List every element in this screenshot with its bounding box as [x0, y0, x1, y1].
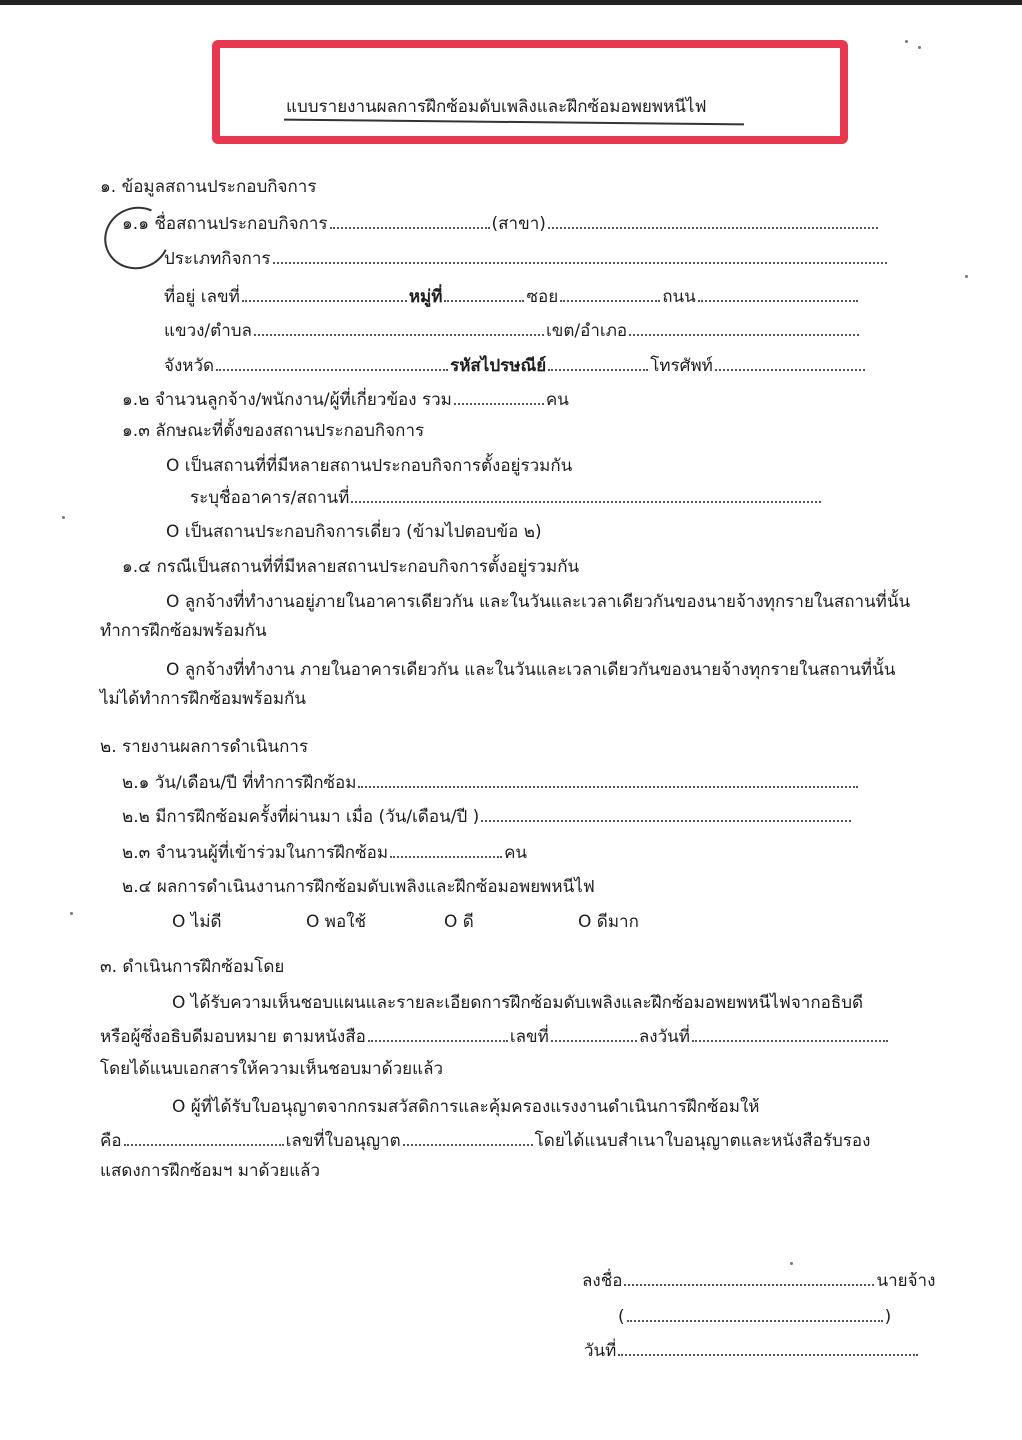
scan-speck: [905, 40, 908, 43]
field-business-name: ๑.๑ ชื่อสถานประกอบกิจการ (สาขา): [122, 213, 880, 235]
province-blank[interactable]: [216, 355, 448, 371]
s14-option2-cont: ไม่ได้ทำการฝึกซ้อมพร้อมกัน: [100, 689, 306, 709]
s3-option1-cont: โดยได้แนบเอกสารให้ความเห็นชอบมาด้วยแล้ว: [100, 1059, 444, 1079]
signature-date-blank[interactable]: [618, 1340, 918, 1356]
s14-option2[interactable]: O ลูกจ้างที่ทำงาน ภายในอาคารเดียวกัน และในวันและเวลาเดียวกันของนายจ้างทุกรายในสถานที่นั้น: [166, 660, 896, 680]
s13-heading: ๑.๓ ลักษณะที่ตั้งของสถานประกอบกิจการ: [122, 421, 425, 441]
s3-option2-license: คือ เลขที่ใบอนุญาต โดยได้แนบสำเนาใบอนุญาตและหนังสือรับรอง: [100, 1131, 871, 1151]
participants-blank[interactable]: [390, 842, 502, 858]
field-employee-count: ๑.๒ จำนวนลูกจ้าง/พนักงาน/ผู้ที่เกี่ยวข้อง รวม คน: [122, 390, 569, 410]
letter-date-blank[interactable]: [692, 1026, 888, 1042]
subdistrict-blank[interactable]: [254, 320, 544, 336]
s3-option2-cont: แสดงการฝึกซ้อมฯ มาด้วยแล้ว: [100, 1161, 321, 1181]
field-business-type: ประเภทกิจการ: [164, 248, 889, 270]
rating-fair[interactable]: O พอใช้: [306, 912, 367, 932]
form-title: แบบรายงานผลการฝึกซ้อมดับเพลิงและฝึกซ้อมอพยพหนีไฟ: [286, 97, 707, 117]
moo-blank[interactable]: [444, 286, 524, 302]
license-number-blank[interactable]: [403, 1130, 533, 1146]
previous-drill-blank[interactable]: [481, 806, 851, 822]
business-type-blank[interactable]: [273, 248, 887, 264]
s14-option1[interactable]: O ลูกจ้างที่ทำงานอยู่ภายในอาคารเดียวกัน และในวันและเวลาเดียวกันของนายจ้างทุกรายในสถานที่นั้น: [166, 592, 911, 612]
rating-good[interactable]: O ดี: [444, 912, 474, 932]
letter-no-blank[interactable]: [368, 1026, 508, 1042]
s24-heading: ๒.๔ ผลการดำเนินงานการฝึกซ้อมดับเพลิงและฝึกซ้อมอพยพหนีไฟ: [122, 877, 595, 897]
field-province: จังหวัด รหัสไปรษณีย์ โทรศัพท์: [164, 355, 867, 377]
s13-option-multi[interactable]: O เป็นสถานที่ที่มีหลายสถานประกอบกิจการตั้งอยู่รวมกัน: [166, 456, 573, 476]
scan-speck: [70, 912, 73, 915]
s14-heading: ๑.๔ กรณีเป็นสถานที่ที่มีหลายสถานประกอบกิจการตั้งอยู่รวมกัน: [122, 557, 580, 577]
signature-name-line: ( ): [618, 1307, 892, 1327]
s3-option1[interactable]: O ได้รับความเห็นชอบแผนและรายละเอียดการฝึกซ้อมดับเพลิงและฝึกซ้อมอพยพหนีไฟจากอธิบดี: [172, 993, 864, 1013]
road-blank[interactable]: [698, 286, 858, 302]
rating-very-good[interactable]: O ดีมาก: [578, 912, 639, 932]
section3-heading: ๓. ดำเนินการฝึกซ้อมโดย: [100, 957, 285, 977]
drill-date-blank[interactable]: [358, 772, 858, 788]
field-previous-drill: ๒.๒ มีการฝึกซ้อมครั้งที่ผ่านมา เมื่อ (วัน/เดือน/ปี ): [122, 806, 853, 828]
top-edge-bar: [0, 0, 1022, 5]
field-participants: ๒.๓ จำนวนผู้ที่เข้าร่วมในการฝึกซ้อม คน: [122, 843, 528, 863]
employee-count-blank[interactable]: [454, 389, 544, 405]
scan-speck: [62, 516, 65, 519]
branch-blank[interactable]: [548, 213, 878, 229]
s13-specify-building: ระบุชื่ออาคาร/สถานที่: [190, 487, 823, 509]
printed-name-blank[interactable]: [627, 1306, 883, 1322]
signature-blank[interactable]: [624, 1270, 874, 1286]
section1-heading: ๑. ข้อมูลสถานประกอบกิจการ: [100, 177, 317, 197]
signature-line: ลงชื่อ นายจ้าง: [582, 1271, 936, 1291]
soi-blank[interactable]: [560, 286, 660, 302]
rating-poor[interactable]: O ไม่ดี: [172, 912, 222, 932]
district-blank[interactable]: [629, 320, 859, 336]
field-address: ที่อยู่ เลขที่ หมู่ที่ ซอย ถนน: [164, 286, 860, 308]
letter-number-blank[interactable]: [551, 1026, 637, 1042]
scan-speck: [790, 1262, 793, 1265]
s13-option-single[interactable]: O เป็นสถานประกอบกิจการเดี่ยว (ข้ามไปตอบข้อ ๒): [166, 522, 542, 542]
title-highlight-box: [212, 40, 848, 144]
s3-option2[interactable]: O ผู้ที่ได้รับใบอนุญาตจากกรมสวัสดิการและคุ้มครองแรงงานดำเนินการฝึกซ้อมให้: [172, 1097, 760, 1117]
scan-speck: [965, 275, 968, 278]
s14-option1-cont: ทำการฝึกซ้อมพร้อมกัน: [100, 621, 267, 641]
address-no-blank[interactable]: [242, 286, 407, 302]
building-name-blank[interactable]: [351, 487, 821, 503]
s3-option1-letter: หรือผู้ซึ่งอธิบดีมอบหมาย ตามหนังสือ เลขที่ ลงวันที่: [100, 1026, 890, 1048]
signature-date-line: วันที่: [584, 1340, 920, 1362]
scan-speck: [918, 46, 921, 49]
postcode-blank[interactable]: [548, 355, 648, 371]
field-subdistrict: แขวง/ตำบล เขต/อำเภอ: [164, 320, 861, 342]
business-name-blank[interactable]: [330, 213, 490, 229]
phone-blank[interactable]: [715, 355, 865, 371]
section2-heading: ๒. รายงานผลการดำเนินการ: [100, 737, 309, 757]
field-drill-date: ๒.๑ วัน/เดือน/ปี ที่ทำการฝึกซ้อม: [122, 772, 860, 794]
licensee-blank[interactable]: [124, 1130, 284, 1146]
